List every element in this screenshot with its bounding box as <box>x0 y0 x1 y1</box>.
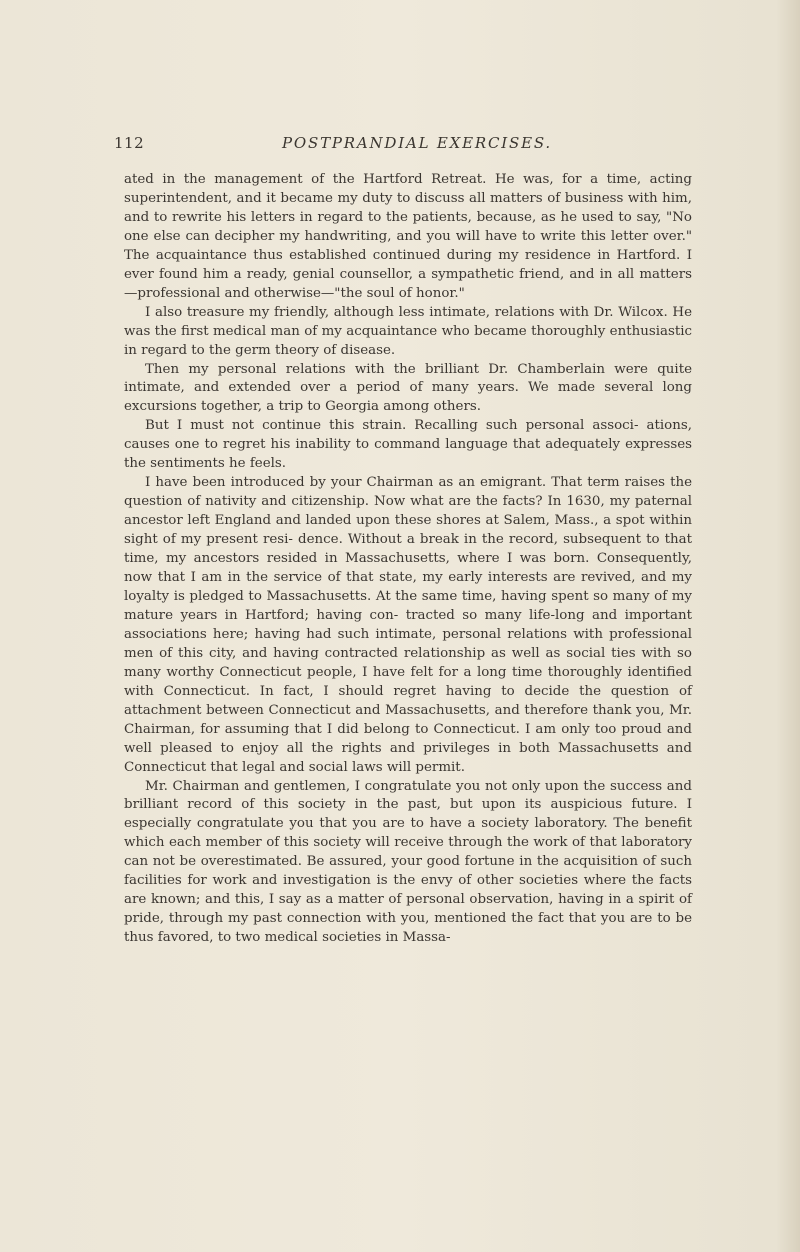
paragraph-wilcox: I also treasure my friendly, although less intimate, relations with Dr. Wilcox. He was the first medical man of my acquaintance who became thoroughly enthusiastic in regard to the germ theory of disease. <box>124 304 692 358</box>
paragraph-emigrant: I have been introduced by your Chairman as an emigrant. That term raises the question of nativity and citizenship. Now what are the facts? In 1630, my paternal ancestor left England and landed upon these shores at Salem, Mass., a spot within sight of my present resi- dence. Without a break in the record, subsequent to that time, my ancestors resided in Massachusetts, where I was born. Consequently, now that I am in the service of that state, my early interests are revived, and my loyalty is pledged to Massachusetts. At the same time, having spent so many of my mature years in Hartford; having con- tracted so many life-long and important associations here; having had such intimate, personal relations with professional men of this city, and having contracted relationship as well as social ties with so many worthy Connecticut people, I have felt for a long time thoroughly identified with Connecticut. In fact, I should regret having to decide the question of attachment between Connecticut and Massachusetts, and therefore thank you, Mr. Chairman, for assuming that I did belong to Connecticut. I am only too proud and well pleased to enjoy all the rights and privileges in both Massachusetts and Connecticut that legal and social laws will permit. <box>124 475 692 775</box>
paragraph-chamberlain: Then my personal relations with the brilliant Dr. Chamberlain were quite intimate, and extended over a period of many years. We made several long excursions together, a trip to Georgia among others. <box>124 361 692 415</box>
paragraph-congratulate: Mr. Chairman and gentlemen, I congratulate you not only upon the success and brilliant record of this society in the past, but upon its auspicious future. I especially congratulate you that you are to have a society laboratory. The benefit which each member of this society will receive through the work of that laboratory can not be overestimated. Be assured, your good fortune in the acquisition of such facilities for work and investigation is the envy of other societies where the facts are known; and this, I say as a matter of personal observation, having in a spirit of pride, through my past connection with you, mentioned the fact that you are to be thus favored, to two medical societies in Massa- <box>124 778 692 946</box>
paragraph-strain: But I must not continue this strain. Recalling such personal associ- ations, causes one to regret his inability to command language that adequately expresses the sentiments he feels. <box>124 418 692 472</box>
page-number: 112 <box>114 134 145 152</box>
paragraph-continued: ated in the management of the Hartford Retreat. He was, for a time, acting superintendent, and it became my duty to discuss all matters of business with him, and to rewrite his letters in regard to the patients, because, as he used to say, "No one else can decipher my handwriting, and you will have to write this letter over." The acquaintance thus established continued during my residence in Hartford. I ever found him a ready, genial counsellor, a sympathetic friend, and in all matters —professional and otherwise—"the soul of honor." <box>124 172 692 301</box>
page-header <box>114 134 704 160</box>
running-head: POSTPRANDIAL EXERCISES. <box>282 134 552 152</box>
body-text <box>124 171 692 948</box>
